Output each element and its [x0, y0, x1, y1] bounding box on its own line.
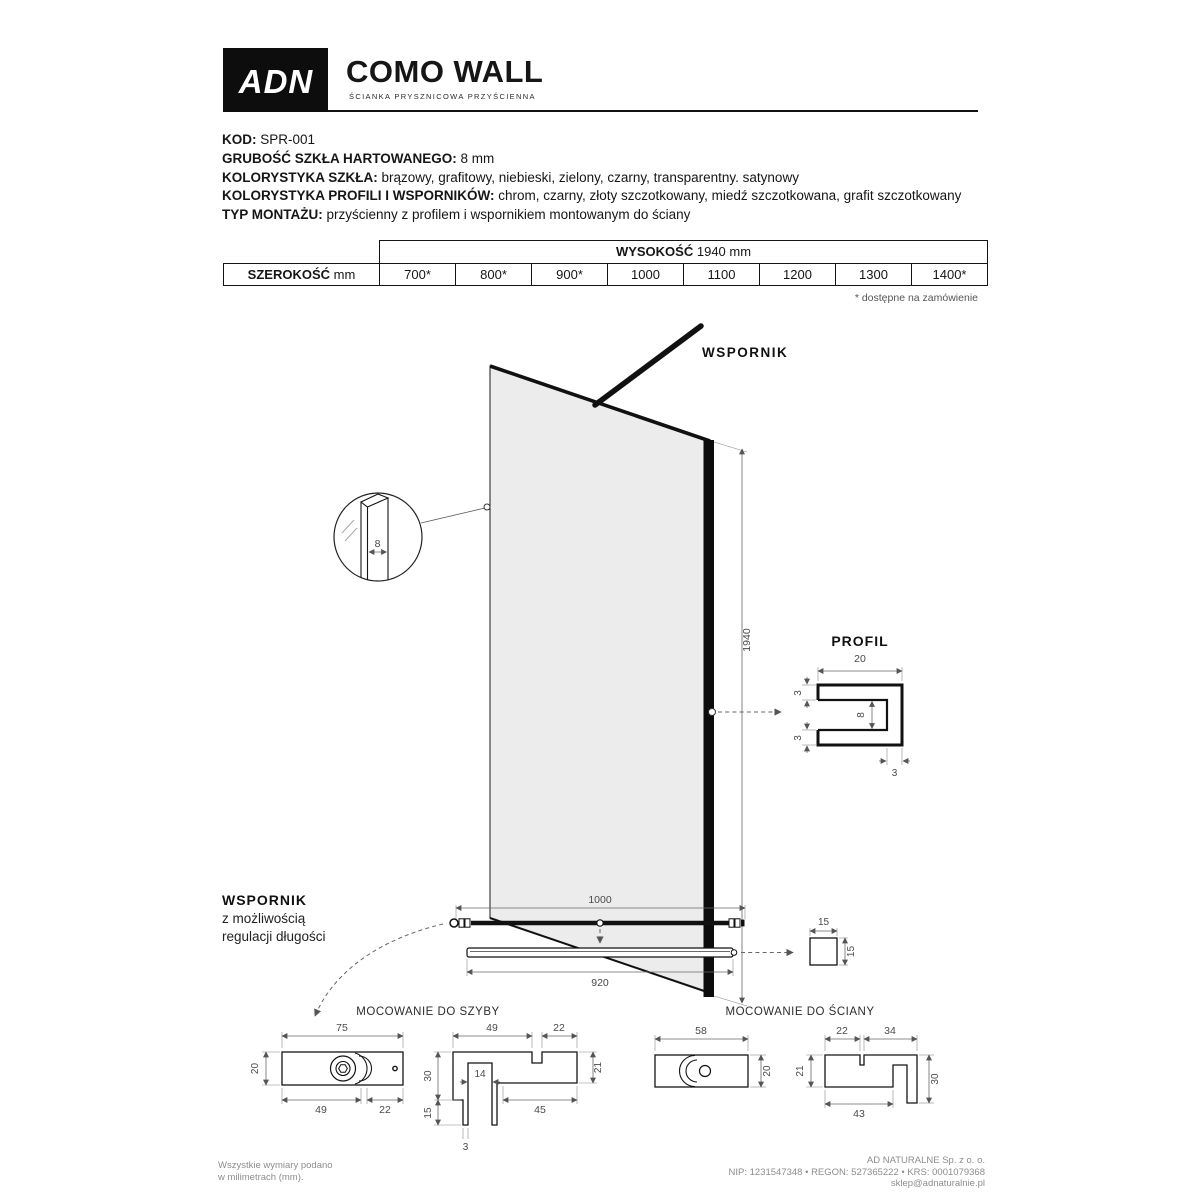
sciany-side-view: [795, 1025, 941, 1120]
spec-line-kolor-profili: KOLORYSTYKA PROFILI I WSPORNIKÓW: chrom, czarny, złoty szczotkowany, miedź szczotkowana, grafit szczotkowany: [222, 188, 962, 204]
width-cell: 1300: [836, 263, 912, 286]
glass-panel: [490, 326, 788, 997]
wspornik-callout: WSPORNIK: [702, 345, 789, 360]
spec-line-kod: KOD: SPR-001: [222, 132, 316, 147]
profil-top-dim: 3: [793, 690, 804, 696]
szyby-v-slot: 14: [474, 1069, 486, 1080]
glass-detail-circle: [334, 493, 490, 582]
width-cell: 700*: [380, 263, 456, 286]
szyby-v-foot: 3: [462, 1142, 469, 1153]
bar-outer-dim: 1000: [588, 894, 612, 906]
szyby-v-right: 21: [593, 1061, 604, 1074]
glass-mount-section: [250, 1006, 604, 1153]
width-cell: 800*: [456, 263, 532, 286]
profil-slot-dim: 8: [856, 712, 867, 718]
width-cell: 1100: [684, 263, 760, 286]
support-bar-inner: [467, 948, 793, 989]
brand-logo-text: ADN: [238, 63, 314, 100]
sciany-top-dim: 58: [695, 1025, 707, 1037]
square-width-dim: 15: [817, 917, 830, 928]
width-cell: 1000: [608, 263, 684, 286]
table-footnote: * dostępne na zamówienie: [854, 292, 978, 304]
sciany-v-right: 30: [930, 1073, 941, 1085]
sciany-v-top-b: 34: [884, 1025, 896, 1037]
width-cell: 1200: [760, 263, 836, 286]
szyby-top-view: [250, 1022, 403, 1116]
spec-line-typ-montazu: TYP MONTAŻU: przyścienny z profilem i wspornikiem montowanym do ściany: [222, 207, 691, 223]
support-sub2: regulacji długości: [222, 929, 326, 944]
page-title: COMO WALL: [346, 54, 544, 89]
szyby-top-dim: 75: [336, 1022, 348, 1034]
wall-profile-bar: [704, 440, 715, 997]
page-subtitle: ŚCIANKA PRYSZNICOWA PRZYŚCIENNA: [349, 92, 536, 101]
profil-title: PROFIL: [831, 633, 889, 649]
square-height-dim: 15: [846, 945, 857, 958]
szyby-v-bottom: 45: [534, 1104, 546, 1116]
szyby-v-top-a: 49: [486, 1022, 498, 1034]
bar-cross-section: [810, 917, 857, 965]
footer-company: [500, 1155, 985, 1190]
sciany-v-left: 21: [795, 1065, 806, 1077]
spec-line-kolor-szkla: KOLORYSTYKA SZKŁA: brązowy, grafitowy, niebieski, zielony, czarny, transparentny. satynowy: [222, 169, 799, 185]
width-label-cell: SZEROKOŚĆ mm: [224, 263, 380, 286]
profil-bottom-dim: 3: [793, 735, 804, 741]
sciany-v-bottom: 43: [853, 1108, 865, 1120]
szyby-bottom-dim-b: 22: [379, 1104, 391, 1116]
szyby-v-top-b: 22: [553, 1022, 565, 1034]
ball-joint: [450, 919, 458, 927]
bar-inner-dim: 920: [591, 977, 609, 989]
company-email: sklep@adnaturalnie.pl: [890, 1178, 985, 1189]
company-name: AD NATURALNE Sp. z o. o.: [866, 1155, 985, 1166]
sciany-title: MOCOWANIE DO ŚCIANY: [725, 1006, 875, 1018]
sciany-top-view: [655, 1025, 773, 1087]
company-ids: NIP: 1231547348 • REGON: 527365222 • KRS: 0001079368: [728, 1166, 985, 1178]
profil-right-dim: 3: [891, 768, 898, 779]
width-cell: 1400*: [912, 263, 988, 286]
profil-detail: [709, 633, 911, 779]
sciany-v-top-a: 22: [836, 1025, 848, 1037]
szyby-v-left-top: 30: [423, 1070, 434, 1082]
support-title: WSPORNIK: [222, 892, 307, 908]
szyby-v-left-bot: 15: [423, 1107, 434, 1119]
szyby-side-view: [423, 1022, 604, 1153]
sciany-right-dim: 20: [762, 1065, 773, 1077]
profil-width-label: 20: [854, 653, 866, 665]
panel-height-label: 1940: [741, 628, 753, 652]
szyby-left-dim: 20: [250, 1062, 261, 1075]
szyby-title: MOCOWANIE DO SZYBY: [356, 1006, 500, 1018]
glass-thickness-dim: 8: [374, 538, 381, 550]
support-rod: [595, 326, 701, 405]
spec-line-grubosc: GRUBOŚĆ SZKŁA HARTOWANEGO: 8 mm: [222, 150, 495, 166]
width-cell: 900*: [532, 263, 608, 286]
wall-mount-section: [655, 1005, 941, 1120]
szyby-bottom-dim-a: 49: [315, 1104, 327, 1116]
height-header-cell: WYSOKOŚĆ 1940 mm: [380, 241, 988, 264]
footer-note: Wszystkie wymiary podano w milimetrach (mm).: [218, 1160, 333, 1183]
support-sub1: z możliwością: [222, 911, 306, 926]
support-leader-curve: [315, 924, 443, 1016]
